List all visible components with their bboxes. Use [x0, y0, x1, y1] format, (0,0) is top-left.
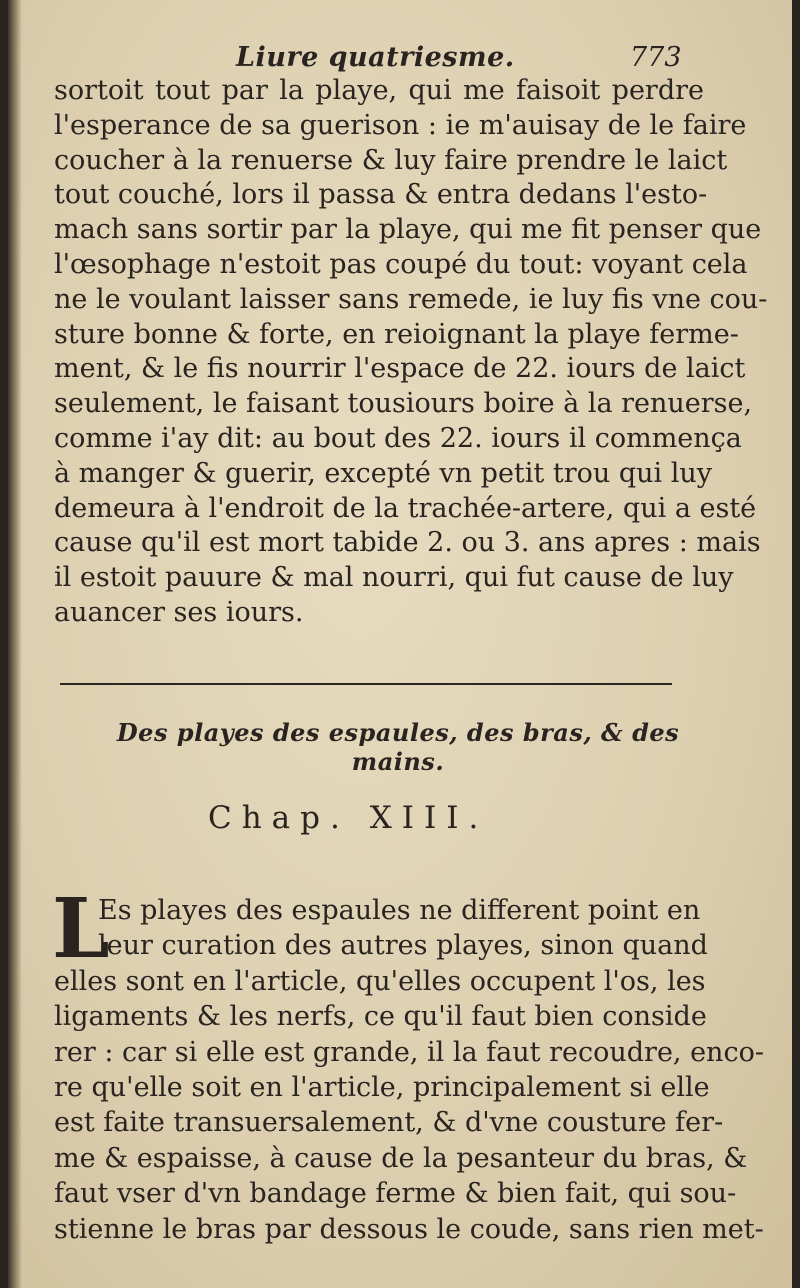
paragraph-continued: [54, 74, 768, 631]
text-line: à manger & guerir, excepté vn petit trou qui luy: [54, 457, 712, 489]
text-line: l'esperance de sa guerison : ie m'auisay de le faire: [54, 109, 747, 141]
text-line: demeura à l'endroit de la trachée-artere, qui a esté: [54, 492, 757, 524]
chapter-heading: Chap. XIII.: [208, 800, 489, 836]
drop-cap: L: [52, 881, 110, 977]
text-line: est faite transuersalement, & d'vne cousture fer-: [54, 1107, 724, 1139]
text-line: comme i'ay dit: au bout des 22. iours il commença: [54, 422, 742, 454]
text-line: il estoit pauure & mal nourri, qui fut cause de luy: [54, 562, 734, 594]
section-title: Des playes des espaules, des bras, & des mains.: [116, 718, 680, 776]
text-line: leur curation des autres playes, sinon quand: [98, 930, 708, 962]
text-line: ne le voulant laisser sans remede, ie luy fis vne cou-: [54, 283, 768, 315]
text-line: re qu'elle soit en l'article, principalement si elle: [54, 1072, 710, 1104]
book-page: [8, 0, 792, 1288]
section-divider: [60, 683, 672, 685]
running-head: Liure quatriesme.: [236, 42, 515, 73]
chapter-paragraph: [54, 893, 764, 1247]
text-line: cause qu'il est mort tabide 2. ou 3. ans apres : mais: [54, 527, 761, 559]
text-line: ment, & le fis nourrir l'espace de 22. iours de laict: [54, 353, 746, 385]
text-line: rer : car si elle est grande, il la faut recoudre, enco-: [54, 1036, 764, 1068]
page-gutter: [8, 0, 22, 1288]
text-line: l'œsophage n'estoit pas coupé du tout: voyant cela: [54, 248, 748, 280]
text-line: tout couché, lors il passa & entra dedans l'esto-: [54, 179, 708, 211]
text-line: Es playes des espaules ne different point en: [98, 895, 701, 926]
text-line: seulement, le faisant tousiours boire à la renuerse,: [54, 388, 753, 420]
text-line: sture bonne & forte, en reioignant la playe ferme-: [54, 318, 739, 350]
text-line: stienne le bras par dessous le coude, sans rien met-: [54, 1213, 764, 1245]
text-line: coucher à la renuerse & luy faire prendre le laict: [54, 144, 728, 176]
text-line: me & espaisse, à cause de la pesanteur du bras, &: [54, 1142, 748, 1174]
text-line-last: auancer ses iours.: [54, 596, 304, 628]
text-line: elles sont en l'article, qu'elles occupent l'os, les: [54, 965, 706, 997]
text-line: faut vser d'vn bandage ferme & bien fait, qui sou-: [54, 1178, 737, 1210]
text-line: mach sans sortir par la playe, qui me fit penser que: [54, 214, 762, 246]
text-line: ligaments & les nerfs, ce qu'il faut bien conside: [54, 1001, 707, 1033]
page-number: 773: [630, 42, 682, 73]
page-header: [8, 36, 792, 76]
text-line: sortoit tout par la playe, qui me faisoit perdre: [54, 75, 704, 106]
